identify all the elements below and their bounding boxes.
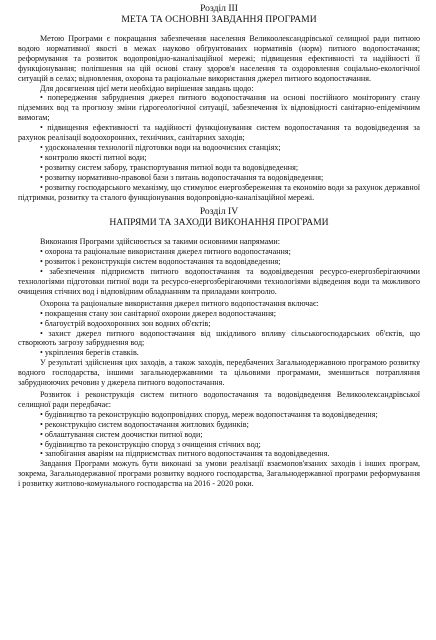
reconstruction-item: • реконструкцію систем водопостачання житлових будинків; xyxy=(40,419,249,429)
task-item: • удосконалення технології підготовки води на водоочисних станціях; xyxy=(40,142,281,152)
task-item: • контролю якості питної води; xyxy=(40,152,147,162)
goal-paragraph: Метою Програми є покращання забезпечення населення Великоолександрівської селищної ради питною водою нормативної якості в межах науково обґрунтованих нормативів (норм) питного водопостачання; реформування та розвиток водопровідно-каналізаційної мережі; підвищення ефективності та надійності її функціонування; поліпшення на цій основі стану здоров'я населення та оздоровлення соціально-екологічної ситуацій в селах; відновлення, охорона та раціональне використання джерел питного водопостачання. xyxy=(18,34,420,83)
tasks-intro: Для досягнення цієї мети необхідно вирішення завдань щодо: xyxy=(40,83,254,93)
protection-item: • покращення стану зон санітарної охорони джерел водопостачання; xyxy=(40,308,277,318)
direction-item: • забезпечення підприємств питного водопостачання та водовідведення ресурсо-енергозберігаючими технологіями підготовки питної води та ресурсо-енергозберігаючими технологіями відведення води та можливого очищення стічних вод і відповідним обладнанням та приладами контролю. xyxy=(18,267,420,296)
section-3-title: МЕТА ТА ОСНОВНІ ЗАВДАННЯ ПРОГРАМИ xyxy=(121,14,317,25)
task-item: • підвищення ефективності та надійності функціонування систем водопостачання та водовідведення за рахунок реалізації водоохоронних, технічних, санітарних заходів; xyxy=(18,123,420,143)
reconstruction-item: • облаштування систем доочистки питної води; xyxy=(40,429,203,439)
task-item: • попередження забруднення джерел питного водопостачання на основі постійного моніторингу стану підземних вод та прогнозу зміни гідрогеологічної ситуації, забезпечення їх відповідності санітарно-епідемічним вимогам; xyxy=(18,93,420,123)
reconstruction-item: • будівництво та реконструкцію споруд з очищення стічних вод; xyxy=(40,439,261,449)
direction-item: • розвиток і реконструкція систем водопостачання та водовідведення; xyxy=(40,257,281,267)
result-paragraph: У результаті здійснення цих заходів, а також заходів, передбачених Загальнодержавною програмою розвитку водного господарства, іншими загальнодержавними та цільовими програмами, зменшиться потрапляння забруднюючих речовин у джерела питного водопостачання. xyxy=(18,358,420,388)
section-3-label: Розділ ІІІ xyxy=(200,3,238,14)
directions-intro: Виконання Програми здійснюється за такими основними напрямами: xyxy=(40,237,281,247)
reconstruction-intro: Розвиток і реконструкція систем питного водопостачання та водовідведення Великоолександрівської селищної ради передбачає: xyxy=(18,390,420,409)
task-item: • розвитку господарського механізму, що стимулює енергозбереження та економію води за рахунок державної підтримки, розвитку та сталого функціонування водопровідно-каналізаційної мережі. xyxy=(18,182,420,202)
protection-item: • благоустрій водоохоронних зон водних об'єктів; xyxy=(40,318,211,328)
protection-item: • захист джерел питного водопостачання від шкідливого впливу сільськогосподарських об'єктів, що створюють загрозу забруднення вод; xyxy=(18,328,420,348)
direction-item: • охорона та раціональне використання джерел питного водопостачання; xyxy=(40,247,291,257)
task-item: • розвитку нормативно-правової бази з питань водопостачання та водовідведення; xyxy=(40,172,324,182)
closing-paragraph: Завдання Програми можуть бути виконані за умови реалізації взаємопов'язаних заходів і інших програм, зокрема, Загальнодержавної програми розвитку водного господарства, Загальнодержавної програми реформування і розвитку житлово-комунального господарства на 2016 - 2020 роки. xyxy=(18,459,420,489)
reconstruction-item: • будівництво та реконструкцію водопровідних споруд, мереж водопостачання та водовідведення; xyxy=(40,409,378,419)
protection-item: • укріплення берегів ставків. xyxy=(40,348,139,358)
protection-intro: Охорона та раціональне використання джерел питного водопостачання включає: xyxy=(40,298,319,308)
reconstruction-item: • запобігання аваріям на підприємствах питного водопостачання та водовідведення. xyxy=(40,449,330,459)
section-4-label: Розділ IV xyxy=(199,206,239,218)
task-item: • розвитку систем забору, транспортування питної води та водовідведення; xyxy=(40,162,299,172)
section-4-title: НАПРЯМИ ТА ЗАХОДИ ВИКОНАННЯ ПРОГРАМИ xyxy=(109,217,329,229)
